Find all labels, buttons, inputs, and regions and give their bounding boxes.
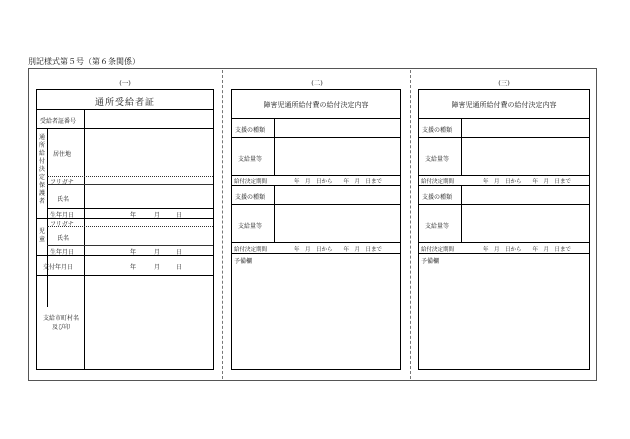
guardian-furigana-label: フリガナ [50, 179, 74, 186]
panel2-period-1-text: 年 月 日から 年 月 日まで [294, 179, 383, 185]
column-number-2: (二) [311, 79, 323, 87]
panel3-period-1-label: 給付決定期間 [421, 179, 455, 185]
panel3-amount-2-label: 支給量等 [425, 223, 450, 230]
panel3-period-2-text: 年 月 日から 年 月 日まで [483, 247, 572, 253]
child-furigana-label: フリガナ [50, 221, 74, 228]
fold-line-2 [410, 70, 411, 379]
certificate-title: 通所受給者証 [94, 98, 155, 108]
panel3-service-type-2-label: 支援の種類 [422, 194, 453, 201]
child-birth-day: 日 [176, 249, 183, 256]
decision-panel-3 [418, 89, 590, 370]
panel3-remarks-label: 予備欄 [421, 258, 440, 265]
issue-month: 月 [154, 264, 161, 271]
child-birth-year: 年 [130, 249, 137, 256]
panel2-amount-2-label: 支給量等 [238, 223, 263, 230]
child-birth-label: 生年月日 [50, 249, 75, 256]
guardian-birth-month: 月 [154, 212, 161, 219]
issue-date-label: 交付年月日 [43, 264, 74, 271]
guardian-birth-year: 年 [130, 212, 137, 219]
panel3-period-1-text: 年 月 日から 年 月 日まで [483, 179, 572, 185]
panel3-amount-1-label: 支給量等 [425, 156, 450, 163]
decision-panel-2 [231, 89, 401, 370]
fold-line-1 [222, 70, 223, 379]
form-caption: 別記様式第５号（第６条関係） [28, 57, 140, 66]
panel2-title: 障害児通所給付費の給付決定内容 [263, 101, 369, 109]
issue-year: 年 [130, 264, 137, 271]
panel3-period-2-label: 給付決定期間 [421, 247, 455, 253]
guardian-birth-label: 生年月日 [50, 212, 75, 219]
panel2-amount-1-label: 支給量等 [238, 156, 263, 163]
guardian-address-label: 居住地 [53, 151, 72, 158]
child-name-label: 氏名 [57, 235, 70, 242]
column-number-1: (一) [119, 79, 131, 87]
child-birth-month: 月 [154, 249, 161, 256]
panel2-period-2-label: 給付決定期間 [234, 247, 268, 253]
guardian-birth-day: 日 [176, 212, 183, 219]
panel2-service-type-2-label: 支援の種類 [235, 194, 266, 201]
panel2-remarks-label: 予備欄 [234, 258, 253, 265]
certificate-number-label: 受給者証番号 [40, 118, 77, 125]
certificate-panel [36, 89, 214, 370]
panel2-service-type-1-label: 支援の種類 [235, 127, 266, 134]
panel3-service-type-1-label: 支援の種類 [422, 127, 453, 134]
child-group-label: 児童 [38, 228, 45, 243]
guardian-group-label: 通所給付決定保護者 [38, 134, 45, 205]
panel2-period-1-label: 給付決定期間 [234, 179, 268, 185]
column-number-3: (三) [498, 79, 510, 87]
panel2-period-2-text: 年 月 日から 年 月 日まで [294, 247, 383, 253]
guardian-name-label: 氏名 [57, 196, 70, 203]
panel3-title: 障害児通所給付費の給付決定内容 [451, 101, 557, 109]
municipality-label: 支給市町村名及び印 [42, 315, 79, 331]
issue-day: 日 [176, 264, 183, 271]
